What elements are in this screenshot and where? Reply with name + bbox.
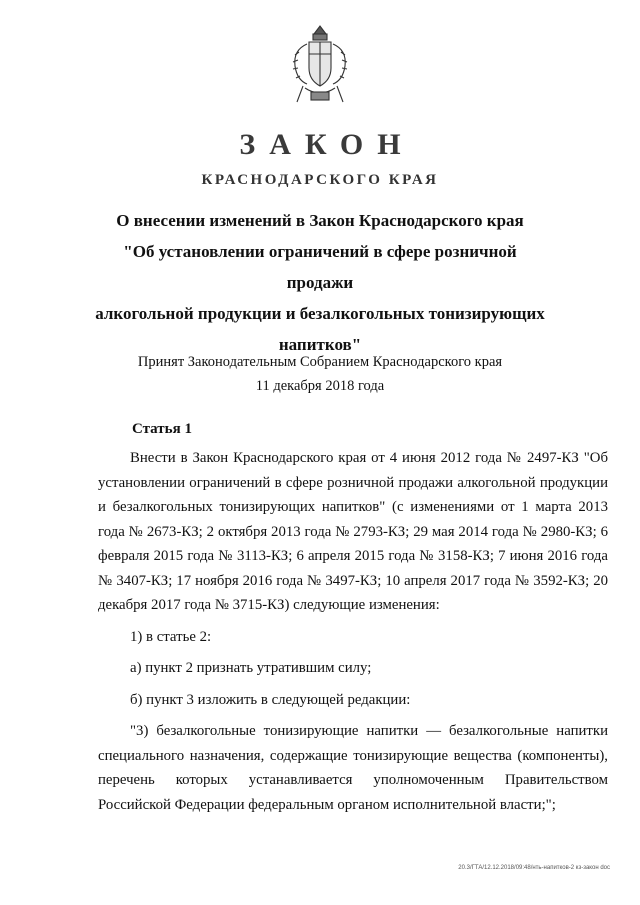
law-title: ЗАКОН xyxy=(239,128,415,161)
coat-of-arms-emblem xyxy=(287,22,353,108)
adoption-date: 11 декабря 2018 года xyxy=(255,378,385,394)
heading-line: О внесении изменений в Закон Краснодарского края xyxy=(116,211,524,230)
quoted-paragraph: "3) безалкогольные тонизирующие напитки — безалкогольные напитки специального назначения, содержащие тонизирующие вещества (компоненты), перечень которых устанавливается уполномоченным Правительством Российской Федерации федеральным органом исполнительной власти;"; xyxy=(98,723,608,813)
list-item: 1) в статье 2: xyxy=(130,628,212,645)
heading-line: напитков" xyxy=(278,335,362,354)
heading-line: алкогольной продукции и безалкогольных тонизирующих xyxy=(95,304,545,323)
law-heading xyxy=(90,205,550,360)
article-intro-paragraph: Внести в Закон Краснодарского края от 4 июня 2012 года № 2497-КЗ "Об установлении ограничений в сфере розничной продажи алкогольной продукции и безалкогольных тонизирующих напитков" (с изменениями от 1 марта 2013 года № 2673-КЗ; 2 октября 2013 года № 2793-КЗ; 29 мая 2014 года № 2980-КЗ; 6 февраля 2015 года № 3113-КЗ; 6 апреля 2015 года № 3158-КЗ; 7 июня 2016 года № 3407-КЗ; 17 ноября 2016 года № 3497-КЗ; 10 апреля 2017 года № 3592-КЗ; 20 декабря 2017 года № 3715-КЗ) следующие изменения: xyxy=(98,450,608,613)
region-subtitle: КРАСНОДАРСКОГО КРАЯ xyxy=(201,172,439,188)
list-item: а) пункт 2 признать утратившим силу; xyxy=(130,660,372,676)
heading-line: "Об установлении ограничений в сфере розничной продажи xyxy=(123,242,517,292)
article-title: Статья 1 xyxy=(132,421,192,437)
article-body xyxy=(98,446,608,817)
adoption-line: Принят Законодательным Собранием Краснодарского края xyxy=(137,354,503,370)
file-path-footer: 20.3/ГТА/12.12.2018/09:48/нть-напитков-2 кз-закон doc xyxy=(458,865,610,871)
list-item: б) пункт 3 изложить в следующей редакции: xyxy=(130,691,411,708)
adoption-note xyxy=(0,350,640,398)
